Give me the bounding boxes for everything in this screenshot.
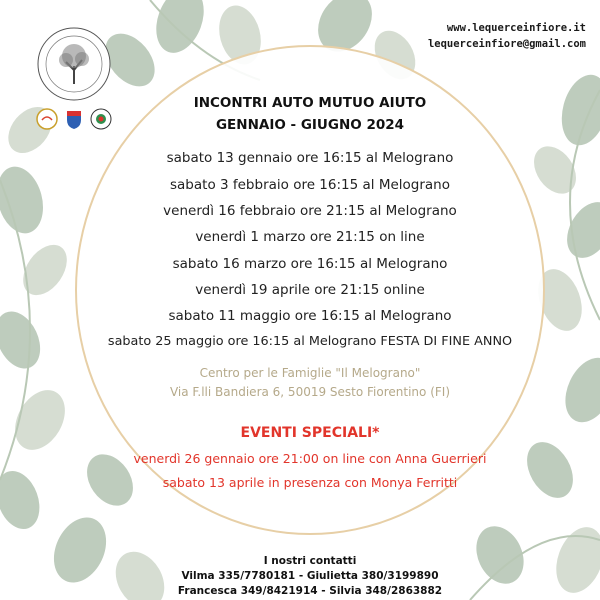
special-event-item: sabato 13 aprile in presenza con Monya Ferritti bbox=[162, 475, 458, 490]
event-item: sabato 16 marzo ore 16:15 al Melograno bbox=[172, 256, 448, 272]
venue-address: Via F.lli Bandiera 6, 50019 Sesto Fiorentino (FI) bbox=[169, 385, 450, 399]
association-logo bbox=[36, 26, 112, 102]
event-item: sabato 13 gennaio ore 16:15 al Melograno bbox=[166, 150, 454, 166]
event-item: sabato 3 febbraio ore 16:15 al Melograno bbox=[170, 177, 450, 193]
email-text[interactable]: lequerceinfiore@gmail.com bbox=[427, 38, 586, 50]
contacts-line-2: Francesca 349/8421914 - Silvia 348/2863882 bbox=[177, 585, 443, 597]
special-events-title: EVENTI SPECIALI* bbox=[240, 425, 380, 441]
event-item: sabato 11 maggio ore 16:15 al Melograno bbox=[168, 308, 452, 324]
event-item: sabato 25 maggio ore 16:15 al Melograno FESTA DI FINE ANNO bbox=[107, 334, 513, 349]
special-event-item: venerdì 26 gennaio ore 21:00 on line con Anna Guerrieri bbox=[133, 451, 487, 466]
title-line-2: GENNAIO - GIUGNO 2024 bbox=[215, 117, 405, 133]
contacts-title: I nostri contatti bbox=[263, 555, 357, 567]
title-line-1: INCONTRI AUTO MUTUO AIUTO bbox=[193, 95, 427, 111]
website-text[interactable]: www.lequerceinfiore.it bbox=[446, 22, 586, 34]
event-item: venerdì 19 aprile ore 21:15 online bbox=[195, 282, 425, 298]
venue-name: Centro per le Famiglie "Il Melograno" bbox=[199, 366, 421, 380]
event-item: venerdì 16 febbraio ore 21:15 al Melograno bbox=[163, 203, 457, 219]
event-item: venerdì 1 marzo ore 21:15 on line bbox=[195, 229, 425, 245]
contacts-line-1: Vilma 335/7780181 - Giulietta 380/3199890 bbox=[181, 570, 439, 582]
